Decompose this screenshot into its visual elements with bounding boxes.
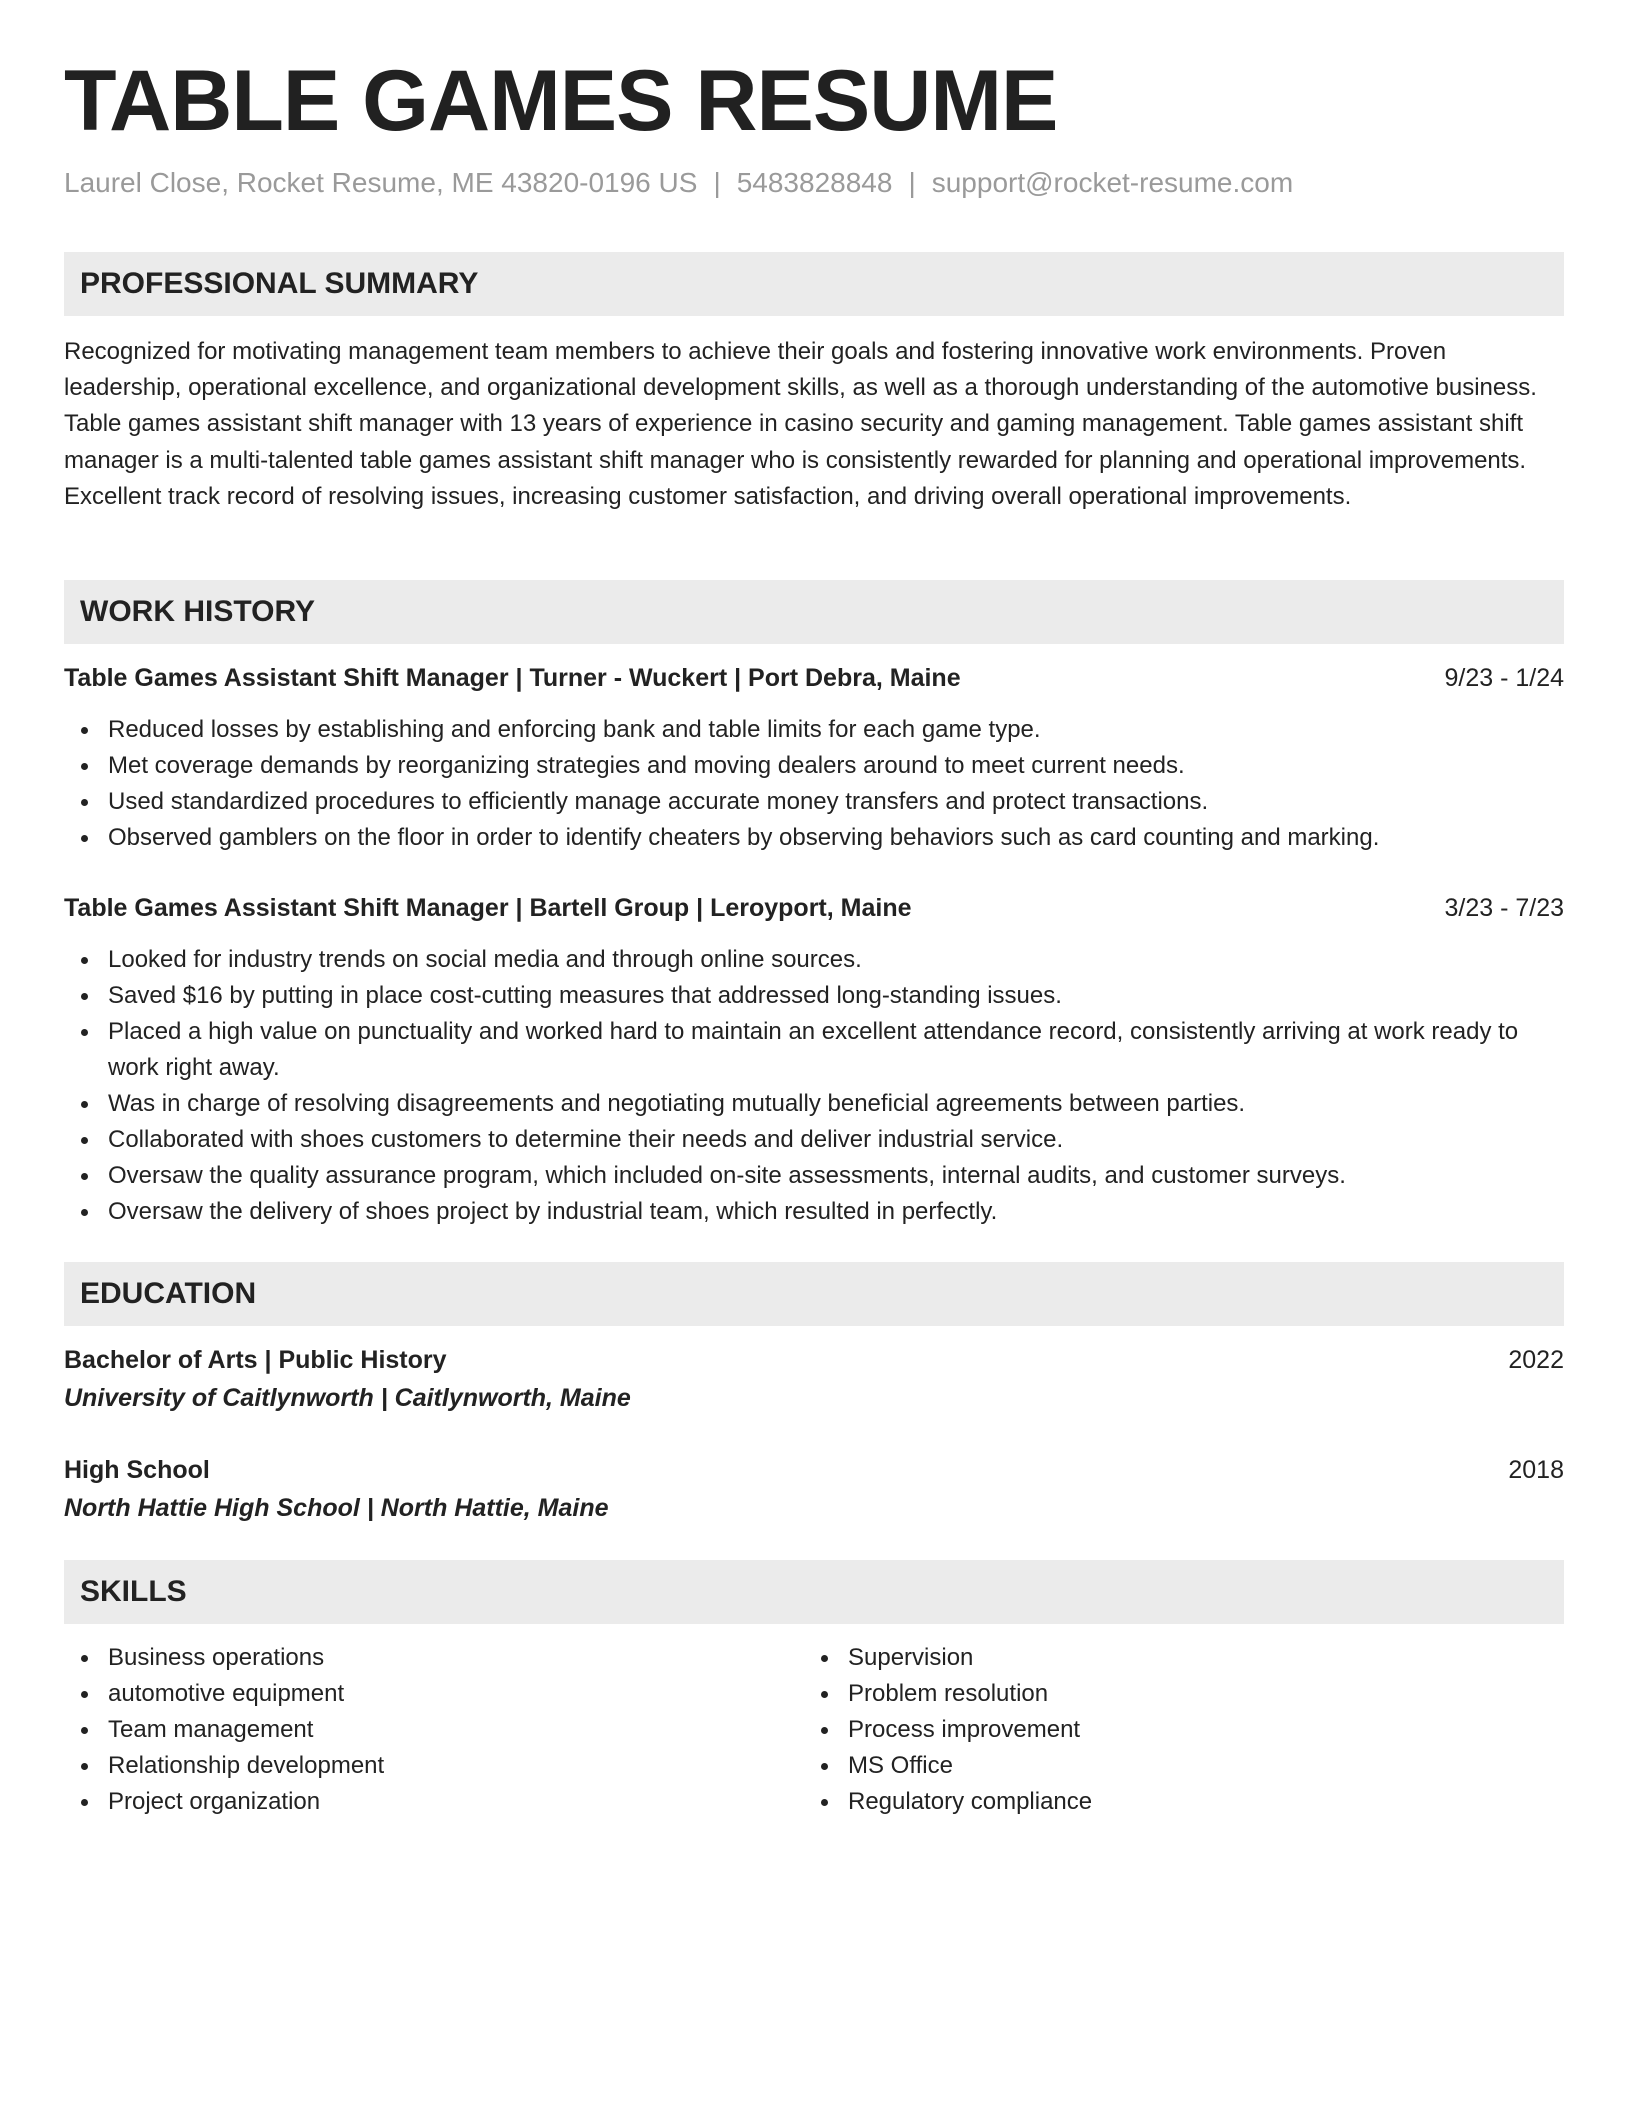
education-year: 2018 [1508, 1456, 1564, 1484]
education-school: University of Caitlynworth | Caitlynworth, Maine [64, 1384, 631, 1412]
skill-item: MS Office [804, 1748, 1632, 1784]
job-bullet: Observed gamblers on the floor in order to identify cheaters by observing behaviors such as card counting and marking. [64, 820, 1564, 856]
job-bullet: Oversaw the quality assurance program, which included on-site assessments, internal audits, and customer surveys. [64, 1158, 1564, 1194]
skill-item: Supervision [804, 1640, 1632, 1676]
job-bullet: Oversaw the delivery of shoes project by industrial team, which resulted in perfectly. [64, 1194, 1564, 1230]
contact-separator: | [908, 167, 916, 198]
job-dates: 9/23 - 1/24 [1444, 664, 1564, 692]
skills-section-header [64, 1560, 1564, 1624]
job-header [64, 890, 1564, 926]
summary-text: Recognized for motivating management team members to achieve their goals and fostering innovative work environments. Proven leadership, operational excellence, and organizational development skills, as well as a thorough understanding of the automotive business. Table games assistant shift manager with 13 years of experience in casino security and gaming management. Table games assistant shift manager is a multi-talented table games assistant shift manager who is consistently rewarded for planning and operational improvements. Excellent track record of resolving issues, increasing customer satisfaction, and driving overall operational improvements. [64, 338, 1537, 510]
education-degree: High School [64, 1456, 210, 1484]
job-bullet-list [64, 712, 1564, 856]
summary-heading: PROFESSIONAL SUMMARY [80, 267, 479, 300]
education-year: 2022 [1508, 1346, 1564, 1374]
education-header [64, 1342, 1564, 1378]
contact-address: Laurel Close, Rocket Resume, ME 43820-0196 US [64, 167, 698, 198]
summary-section-header [64, 252, 1564, 316]
job-bullet-list [64, 942, 1564, 1230]
education-degree: Bachelor of Arts | Public History [64, 1346, 447, 1374]
job-title: Table Games Assistant Shift Manager | Bartell Group | Leroyport, Maine [64, 894, 912, 922]
skill-item: Problem resolution [804, 1676, 1632, 1712]
job-bullet: Used standardized procedures to efficiently manage accurate money transfers and protect transactions. [64, 784, 1564, 820]
skill-item: Regulatory compliance [804, 1784, 1632, 1820]
education-header [64, 1452, 1564, 1488]
work-heading: WORK HISTORY [80, 595, 316, 628]
contact-separator: | [713, 167, 721, 198]
job-bullet: Reduced losses by establishing and enforcing bank and table limits for each game type. [64, 712, 1564, 748]
contact-email: support@rocket-resume.com [931, 167, 1294, 198]
skill-item: automotive equipment [64, 1676, 1564, 1712]
education-section-header [64, 1262, 1564, 1326]
job-bullet: Was in charge of resolving disagreements and negotiating mutually beneficial agreements between parties. [64, 1086, 1564, 1122]
job-header [64, 660, 1564, 696]
job-title: Table Games Assistant Shift Manager | Turner - Wuckert | Port Debra, Maine [64, 664, 961, 692]
skill-item: Relationship development [64, 1748, 1564, 1784]
job-dates: 3/23 - 7/23 [1444, 894, 1564, 922]
education-school: North Hattie High School | North Hattie, Maine [64, 1494, 609, 1522]
contact-line [64, 166, 1293, 200]
job-bullet: Looked for industry trends on social media and through online sources. [64, 942, 1564, 978]
skills-list-right [804, 1640, 1632, 1820]
job-bullet: Placed a high value on punctuality and worked hard to maintain an excellent attendance record, consistently arriving at work ready to work right away. [64, 1014, 1564, 1086]
job-bullet: Collaborated with shoes customers to determine their needs and deliver industrial service. [64, 1122, 1564, 1158]
skills-heading: SKILLS [80, 1575, 187, 1608]
skill-item: Team management [64, 1712, 1564, 1748]
job-bullet: Saved $16 by putting in place cost-cutting measures that addressed long-standing issues. [64, 978, 1564, 1014]
resume-title: TABLE GAMES RESUME [64, 53, 1058, 149]
skill-item: Process improvement [804, 1712, 1632, 1748]
job-bullet: Met coverage demands by reorganizing strategies and moving dealers around to meet current needs. [64, 748, 1564, 784]
skill-item: Business operations [64, 1640, 1564, 1676]
skill-item: Project organization [64, 1784, 1564, 1820]
contact-phone: 5483828848 [736, 167, 893, 198]
work-section-header [64, 580, 1564, 644]
education-heading: EDUCATION [80, 1277, 257, 1310]
